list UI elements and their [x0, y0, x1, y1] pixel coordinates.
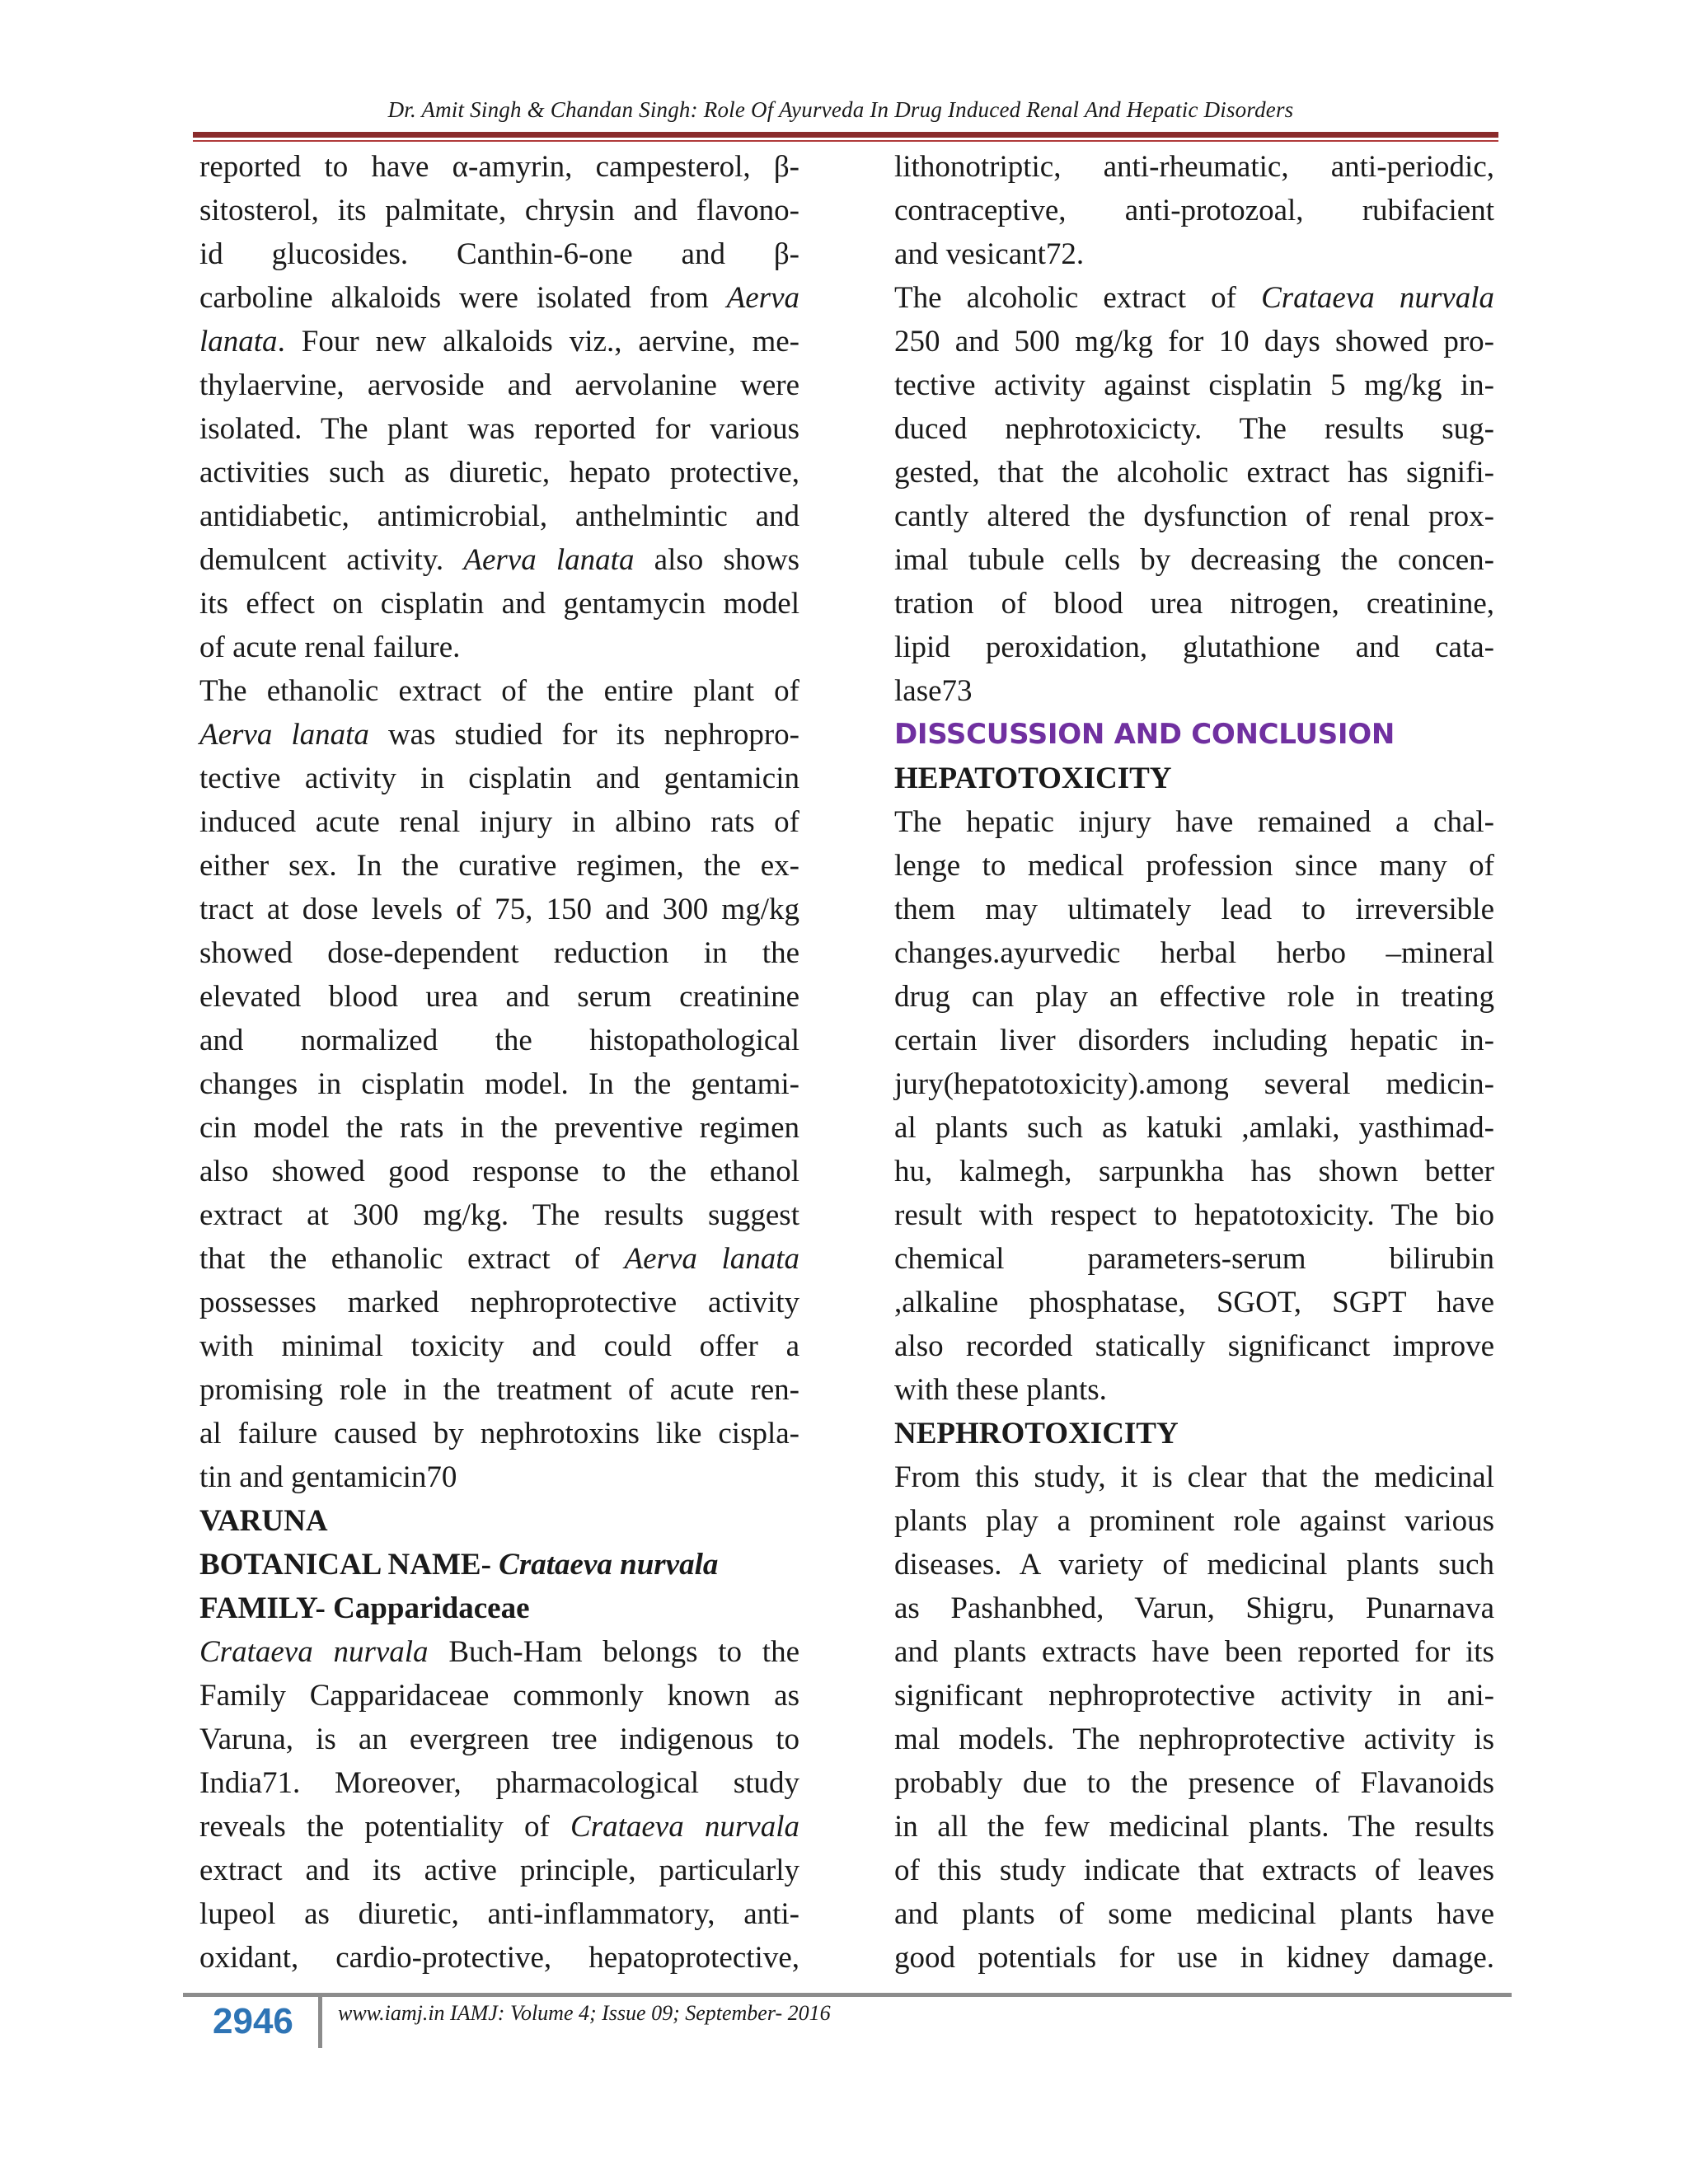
family-name: FAMILY- Capparidaceae	[199, 1591, 530, 1625]
varuna-heading: VARUNA	[199, 1504, 328, 1538]
paragraph-crataeva-intro: Crataeva nurvala Buch-Ham belongs to the Family Capparidaceae commonly known as Varuna, is an evergreen tree indigenous to India71. Moreover, pharmacological study reveals the potentiality of Crataeva nurvala extract and its active principle, particularly lupeol as diuretic, anti-inflammatory, anti- oxidant, cardio-protective, hepatoprotective,	[199, 1635, 799, 1975]
paragraph-crataeva-cisplatin: The alcoholic extract of Crataeva nurvala 250 and 500 mg/kg for 10 days showed pro- tective activity against cisplatin 5 mg/kg in- duced nephrotoxicicty. The results sug- gested, that the alcoholic extract has signifi- cantly altered the dysfunction of renal prox- imal tubule cells by decreasing the concen- tration of blood urea nitrogen, creatinine, lipid peroxidation, glutathione and cata- lase73	[894, 281, 1494, 708]
right-column	[894, 145, 1494, 1980]
left-column	[199, 145, 799, 1980]
paragraph-aerva-nephroprotective: The ethanolic extract of the entire plant of Aerva lanata was studied for its nephropro- tective activity in cisplatin and gentamicin induced acute renal injury in albino rats of either sex. In the curative regimen, the ex- tract at dose levels of 75, 150 and 300 mg/kg showed dose-dependent reduction in the elevated blood urea and serum creatinine and normalized the histopathological changes in cisplatin model. In the gentami- cin model the rats in the preventive regimen also showed good response to the ethanol extract at 300 mg/kg. The results suggest that the ethanolic extract of Aerva lanata possesses marked nephroprotective activity with minimal toxicity and could offer a promising role in the treatment of acute ren- al failure caused by nephrotoxins like cispla- tin and gentamicin70	[199, 674, 800, 1494]
paragraph-crataeva-actions: lithonotriptic, anti-rheumatic, anti-periodic, contraceptive, anti-protozoal, rubifacient and vesicant72.	[894, 150, 1494, 271]
header-rule	[193, 132, 1498, 138]
paragraph-hepatotoxicity: The hepatic injury have remained a chal- lenge to medical profession since many of them may ultimately lead to irreversible changes.ayurvedic herbal herbo –mineral drug can play an effective role in treating certain liver disorders including hepatic in- jury(hepatotoxicity).among several medicin- al plants such as katuki ,amlaki, yasthimad- hu, kalmegh, sarpunkha has shown better result with respect to hepatotoxicity. The bio chemical parameters-serum bilirubin ,alkaline phosphatase, SGOT, SGPT have also recorded statically significanct improve with these plants.	[894, 805, 1494, 1407]
section-heading-discussion: DISSCUSSION AND CONCLUSION	[894, 718, 1395, 751]
header-rule-thin	[193, 140, 1498, 142]
nephrotoxicity-heading: NEPHROTOXICITY	[894, 1417, 1179, 1451]
paragraph-nephrotoxicity: From this study, it is clear that the medicinal plants play a prominent role against various diseases. A variety of medicinal plants such as Pashanbhed, Varun, Shigru, Punarnava and plants extracts have been reported for its significant nephroprotective activity in ani- mal models. The nephroprotective activity is probably due to the presence of Flavanoids in all the few medicinal plants. The results of this study indicate that extracts of leaves and plants of some medicinal plants have good potentials for use in kidney damage.	[894, 1460, 1494, 1975]
page-number: 2946	[213, 2001, 293, 2041]
footer-divider	[318, 1997, 322, 2048]
hepatotoxicity-heading: HEPATOTOXICITY	[894, 762, 1172, 795]
running-header: Dr. Amit Singh & Chandan Singh: Role Of Ayurveda In Drug Induced Renal And Hepatic Disorders	[387, 97, 1294, 122]
footer-citation: www.iamj.in IAMJ: Volume 4; Issue 09; September- 2016	[338, 2001, 831, 2025]
paragraph-aerva-constituents: reported to have α-amyrin, campesterol, β- sitosterol, its palmitate, chrysin and flavono- id glucosides. Canthin-6-one and β- carboline alkaloids were isolated from Aerva lanata. Four new alkaloids viz., aervine, me- thylaervine, aervoside and aervolanine were isolated. The plant was reported for various activities such as diuretic, hepato protective, antidiabetic, antimicrobial, anthelmintic and demulcent activity. Aerva lanata also shows its effect on cisplatin and gentamycin model of acute renal failure.	[199, 150, 800, 664]
botanical-name: BOTANICAL NAME- Crataeva nurvala	[199, 1548, 719, 1582]
footer-rule	[183, 1993, 1512, 1997]
